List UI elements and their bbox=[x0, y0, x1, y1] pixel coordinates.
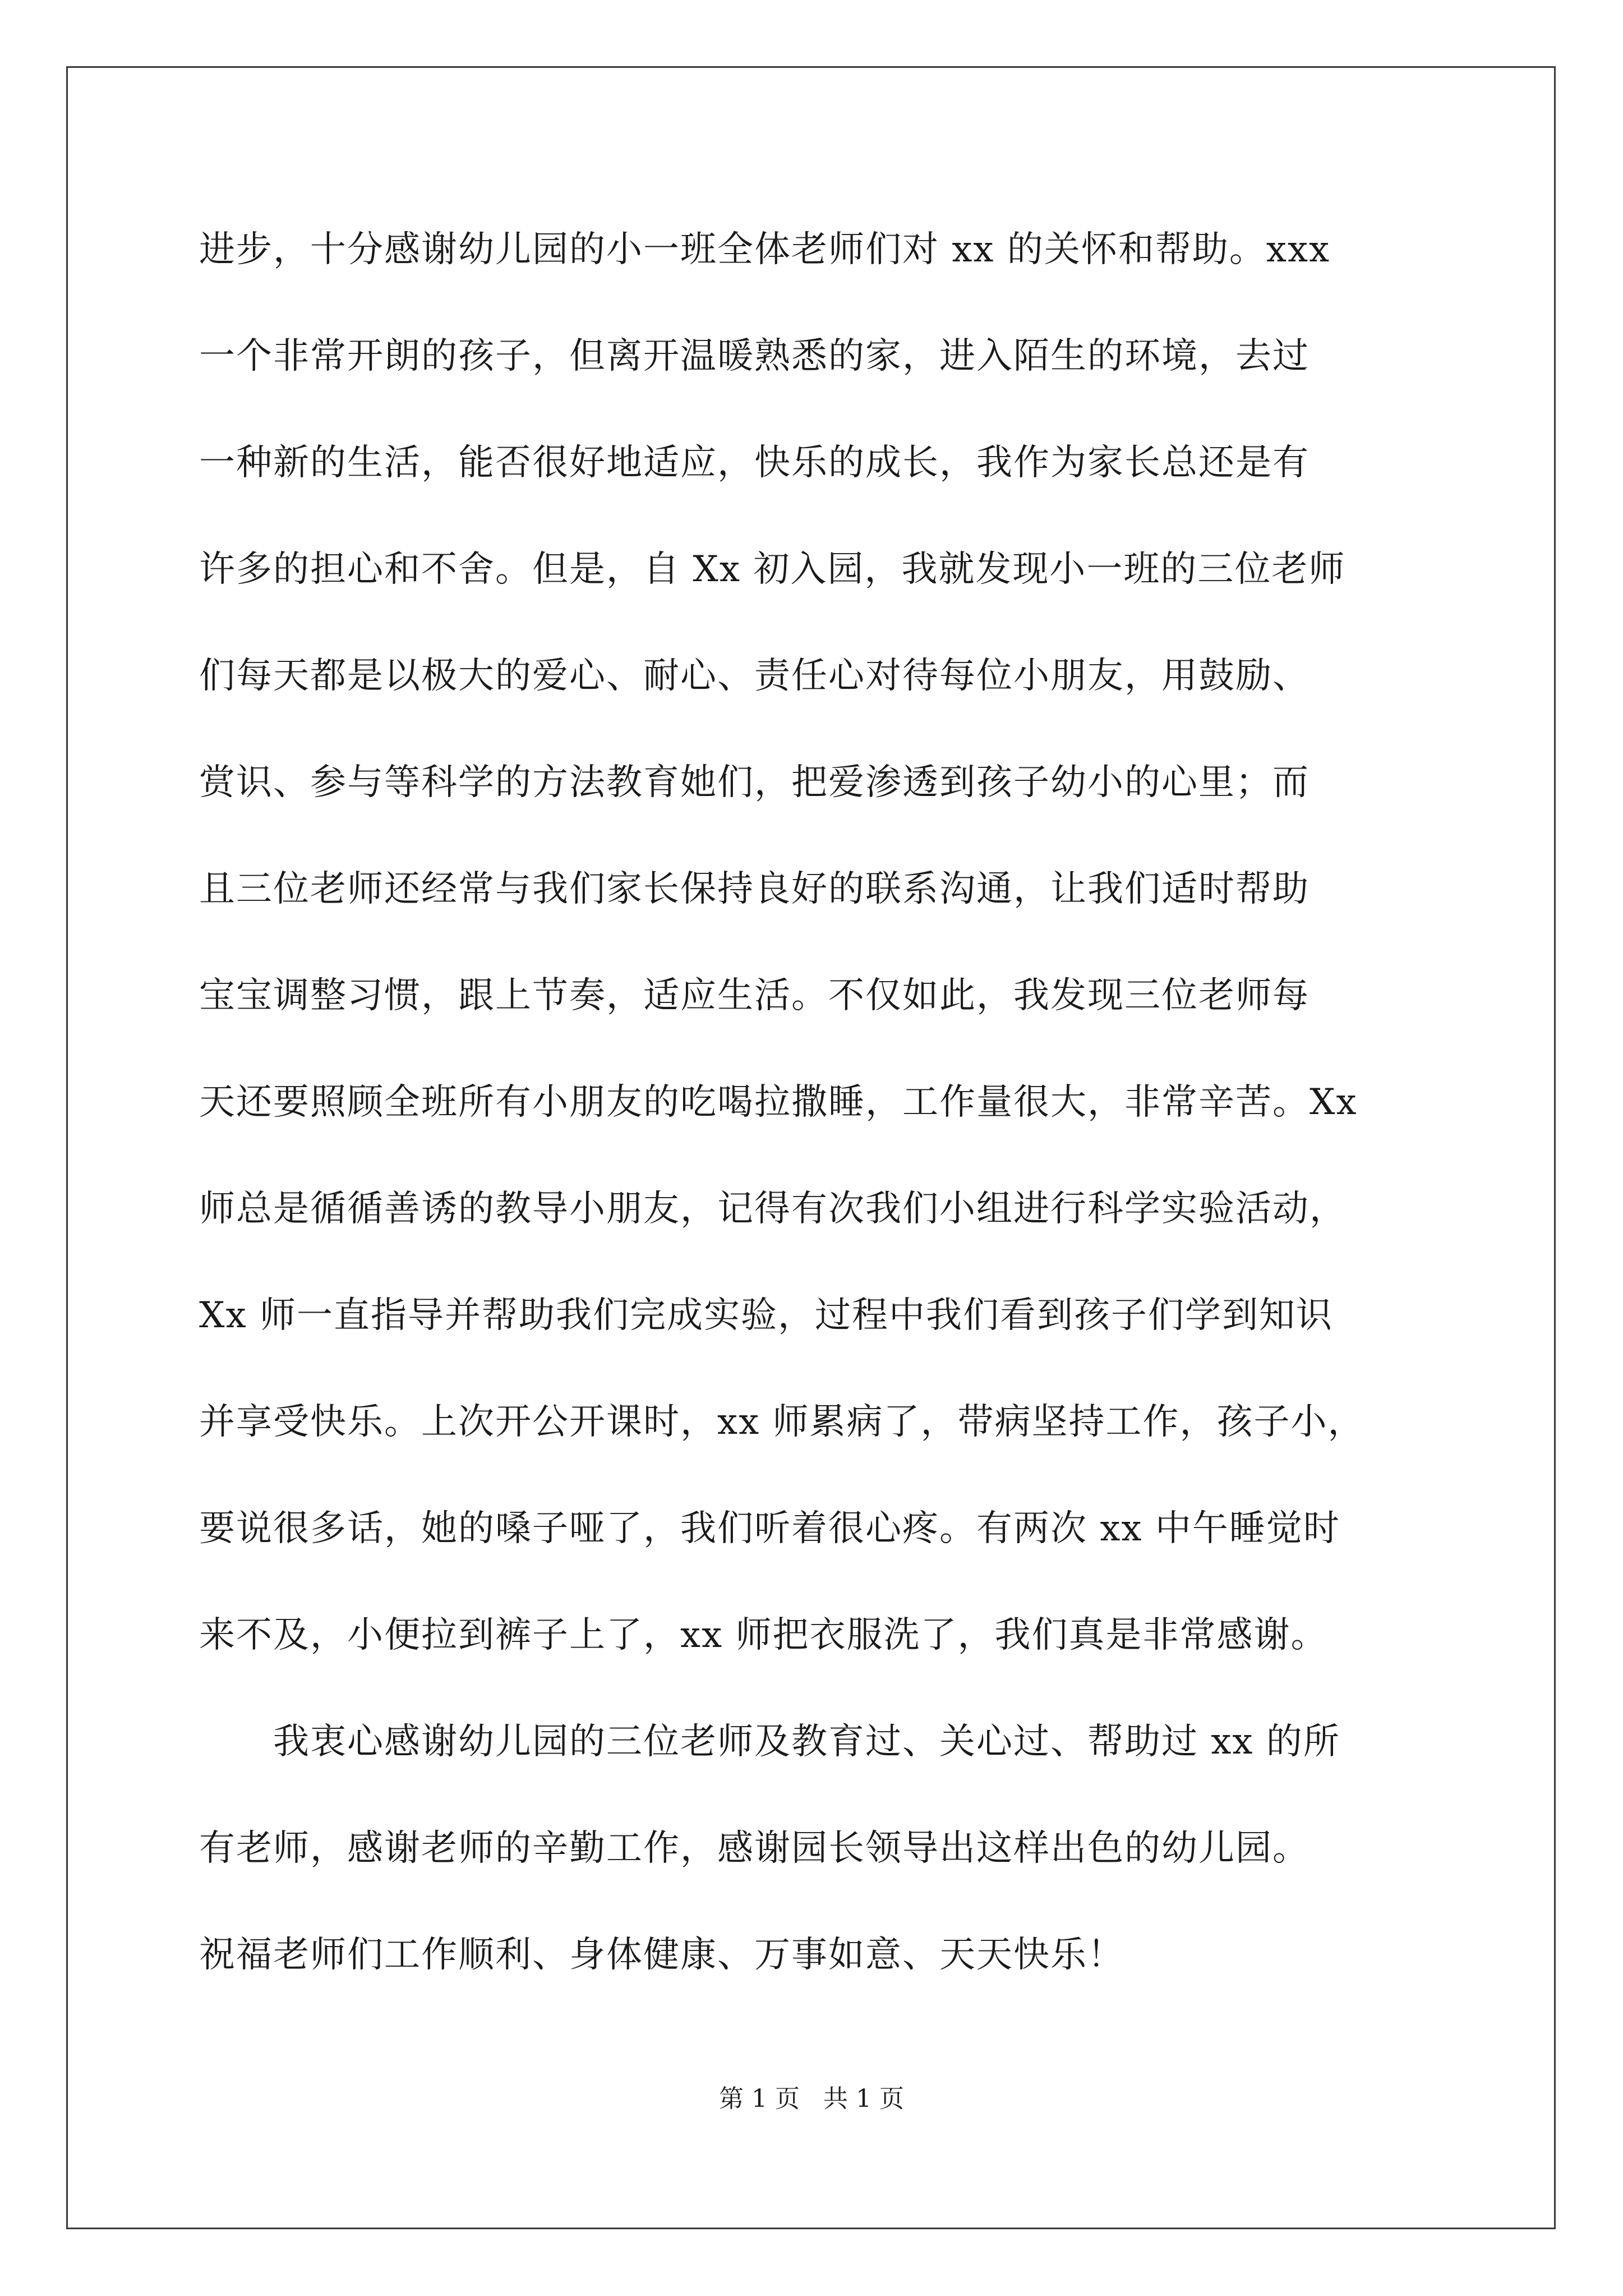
document-body bbox=[199, 222, 1427, 2033]
text-line: 一种新的生活，能否很好地适应，快乐的成长，我作为家长总还是有 bbox=[199, 442, 1310, 484]
text-line: 天还要照顾全班所有小朋友的吃喝拉撒睡，工作量很大，非常辛苦。Xx bbox=[199, 1082, 1358, 1123]
text-line: 们每天都是以极大的爱心、耐心、责任心对待每位小朋友，用鼓励、 bbox=[199, 655, 1310, 697]
text-line: 赏识、参与等科学的方法教育她们，把爱渗透到孩子幼小的心里；而 bbox=[199, 762, 1310, 803]
text-line: 并享受快乐。上次开公开课时，xx 师累病了，带病坚持工作，孩子小， bbox=[199, 1401, 1365, 1443]
text-line: 师总是循循善诱的教导小朋友，记得有次我们小组进行科学实验活动， bbox=[199, 1188, 1347, 1230]
text-line: Xx 师一直指导并帮助我们完成实验，过程中我们看到孩子们学到知识 bbox=[199, 1295, 1333, 1336]
text-line: 我衷心感谢幼儿园的三位老师及教育过、关心过、帮助过 xx 的所 bbox=[199, 1721, 1340, 1763]
text-line: 且三位老师还经常与我们家长保持良好的联系沟通，让我们适时帮助 bbox=[199, 868, 1310, 910]
text-line: 许多的担心和不舍。但是，自 Xx 初入园，我就发现小一班的三位老师 bbox=[199, 549, 1346, 590]
page-footer: 第 1 页 共 1 页 bbox=[719, 2085, 904, 2113]
text-line: 一个非常开朗的孩子，但离开温暖熟悉的家，进入陌生的环境，去过 bbox=[199, 335, 1310, 377]
text-line: 进步，十分感谢幼儿园的小一班全体老师们对 xx 的关怀和帮助。xxx bbox=[199, 229, 1331, 270]
text-line: 来不及，小便拉到裤子上了，xx 师把衣服洗了，我们真是非常感谢。 bbox=[199, 1614, 1328, 1656]
text-line: 宝宝调整习惯，跟上节奏，适应生活。不仅如此，我发现三位老师每 bbox=[199, 975, 1310, 1016]
text-line: 祝福老师们工作顺利、身体健康、万事如意、天天快乐！ bbox=[199, 1934, 1124, 1976]
text-line: 要说很多话，她的嗓子哑了，我们听着很心疼。有两次 xx 中午睡觉时 bbox=[199, 1508, 1340, 1549]
text-line: 有老师，感谢老师的辛勤工作，感谢园长领导出这样出色的幼儿园。 bbox=[199, 1828, 1310, 1869]
